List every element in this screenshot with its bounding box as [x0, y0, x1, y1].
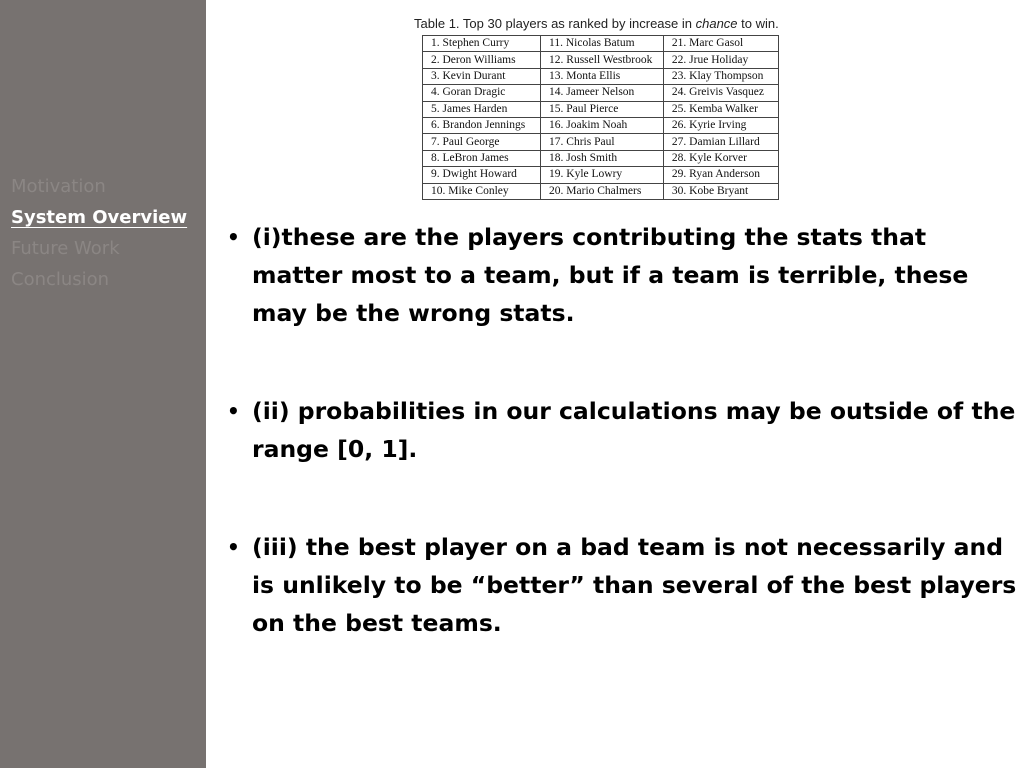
- bullet-text: (iii) the best player on a bad team is not necessarily and is unlikely to be “better” than several of the best players on the best teams.: [252, 533, 1017, 637]
- caption-prefix: Table 1. Top 30 players as ranked by increase in: [414, 16, 696, 31]
- table-cell: 17. Chris Paul: [541, 134, 664, 150]
- table-cell: 12. Russell Westbrook: [541, 52, 664, 68]
- sidebar-item-conclusion[interactable]: Conclusion: [11, 269, 110, 290]
- bullet-item: [227, 392, 1017, 468]
- sidebar-item-system-overview[interactable]: System Overview: [11, 207, 188, 228]
- sidebar-nav: [11, 171, 187, 295]
- table-cell: 13. Monta Ellis: [541, 68, 664, 84]
- table-cell: 11. Nicolas Batum: [541, 36, 664, 52]
- table-row: [423, 167, 779, 183]
- table-cell: 14. Jameer Nelson: [541, 85, 664, 101]
- table-cell: 15. Paul Pierce: [541, 101, 664, 117]
- table-row: [423, 150, 779, 166]
- table-cell: 28. Kyle Korver: [663, 150, 778, 166]
- table-row: [423, 134, 779, 150]
- table-cell: 25. Kemba Walker: [663, 101, 778, 117]
- table-cell: 7. Paul George: [423, 134, 541, 150]
- table-cell: 2. Deron Williams: [423, 52, 541, 68]
- table-cell: 6. Brandon Jennings: [423, 117, 541, 133]
- table-cell: 30. Kobe Bryant: [663, 183, 778, 199]
- table-cell: 23. Klay Thompson: [663, 68, 778, 84]
- table-cell: 21. Marc Gasol: [663, 36, 778, 52]
- caption-suffix: to win.: [737, 16, 779, 31]
- table-row: [423, 101, 779, 117]
- table-cell: 22. Jrue Holiday: [663, 52, 778, 68]
- table-cell: 27. Damian Lillard: [663, 134, 778, 150]
- table-cell: 9. Dwight Howard: [423, 167, 541, 183]
- table-row: [423, 85, 779, 101]
- sidebar-item-motivation[interactable]: Motivation: [11, 176, 106, 197]
- bullet-dot-icon: •: [227, 535, 240, 559]
- table-cell: 19. Kyle Lowry: [541, 167, 664, 183]
- players-table: [422, 35, 779, 200]
- table-cell: 24. Greivis Vasquez: [663, 85, 778, 101]
- table-cell: 3. Kevin Durant: [423, 68, 541, 84]
- table-cell: 1. Stephen Curry: [423, 36, 541, 52]
- table-row: [423, 36, 779, 52]
- bullet-text: (ii) probabilities in our calculations may be outside of the range [0, 1].: [252, 397, 1016, 463]
- table-figure: [414, 16, 779, 197]
- table-cell: 10. Mike Conley: [423, 183, 541, 199]
- table-row: [423, 183, 779, 199]
- bullet-dot-icon: •: [227, 225, 240, 249]
- table-cell: 29. Ryan Anderson: [663, 167, 778, 183]
- table-row: [423, 52, 779, 68]
- table-cell: 4. Goran Dragic: [423, 85, 541, 101]
- table-caption: [414, 16, 779, 34]
- table-cell: 16. Joakim Noah: [541, 117, 664, 133]
- bullet-item: [227, 218, 1017, 332]
- table-row: [423, 117, 779, 133]
- table-cell: 5. James Harden: [423, 101, 541, 117]
- bullet-dot-icon: •: [227, 399, 240, 423]
- table-cell: 8. LeBron James: [423, 150, 541, 166]
- table-cell: 26. Kyrie Irving: [663, 117, 778, 133]
- sidebar: [0, 0, 206, 768]
- sidebar-item-future-work[interactable]: Future Work: [11, 238, 120, 259]
- bullet-list: [227, 218, 1017, 702]
- caption-emphasis: chance: [695, 16, 738, 31]
- table-row: [423, 68, 779, 84]
- bullet-item: [227, 528, 1017, 642]
- table-cell: 18. Josh Smith: [541, 150, 664, 166]
- table-cell: 20. Mario Chalmers: [541, 183, 664, 199]
- bullet-text: (i)these are the players contributing the stats that matter most to a team, but if a team is terrible, these may be the wrong stats.: [252, 223, 969, 327]
